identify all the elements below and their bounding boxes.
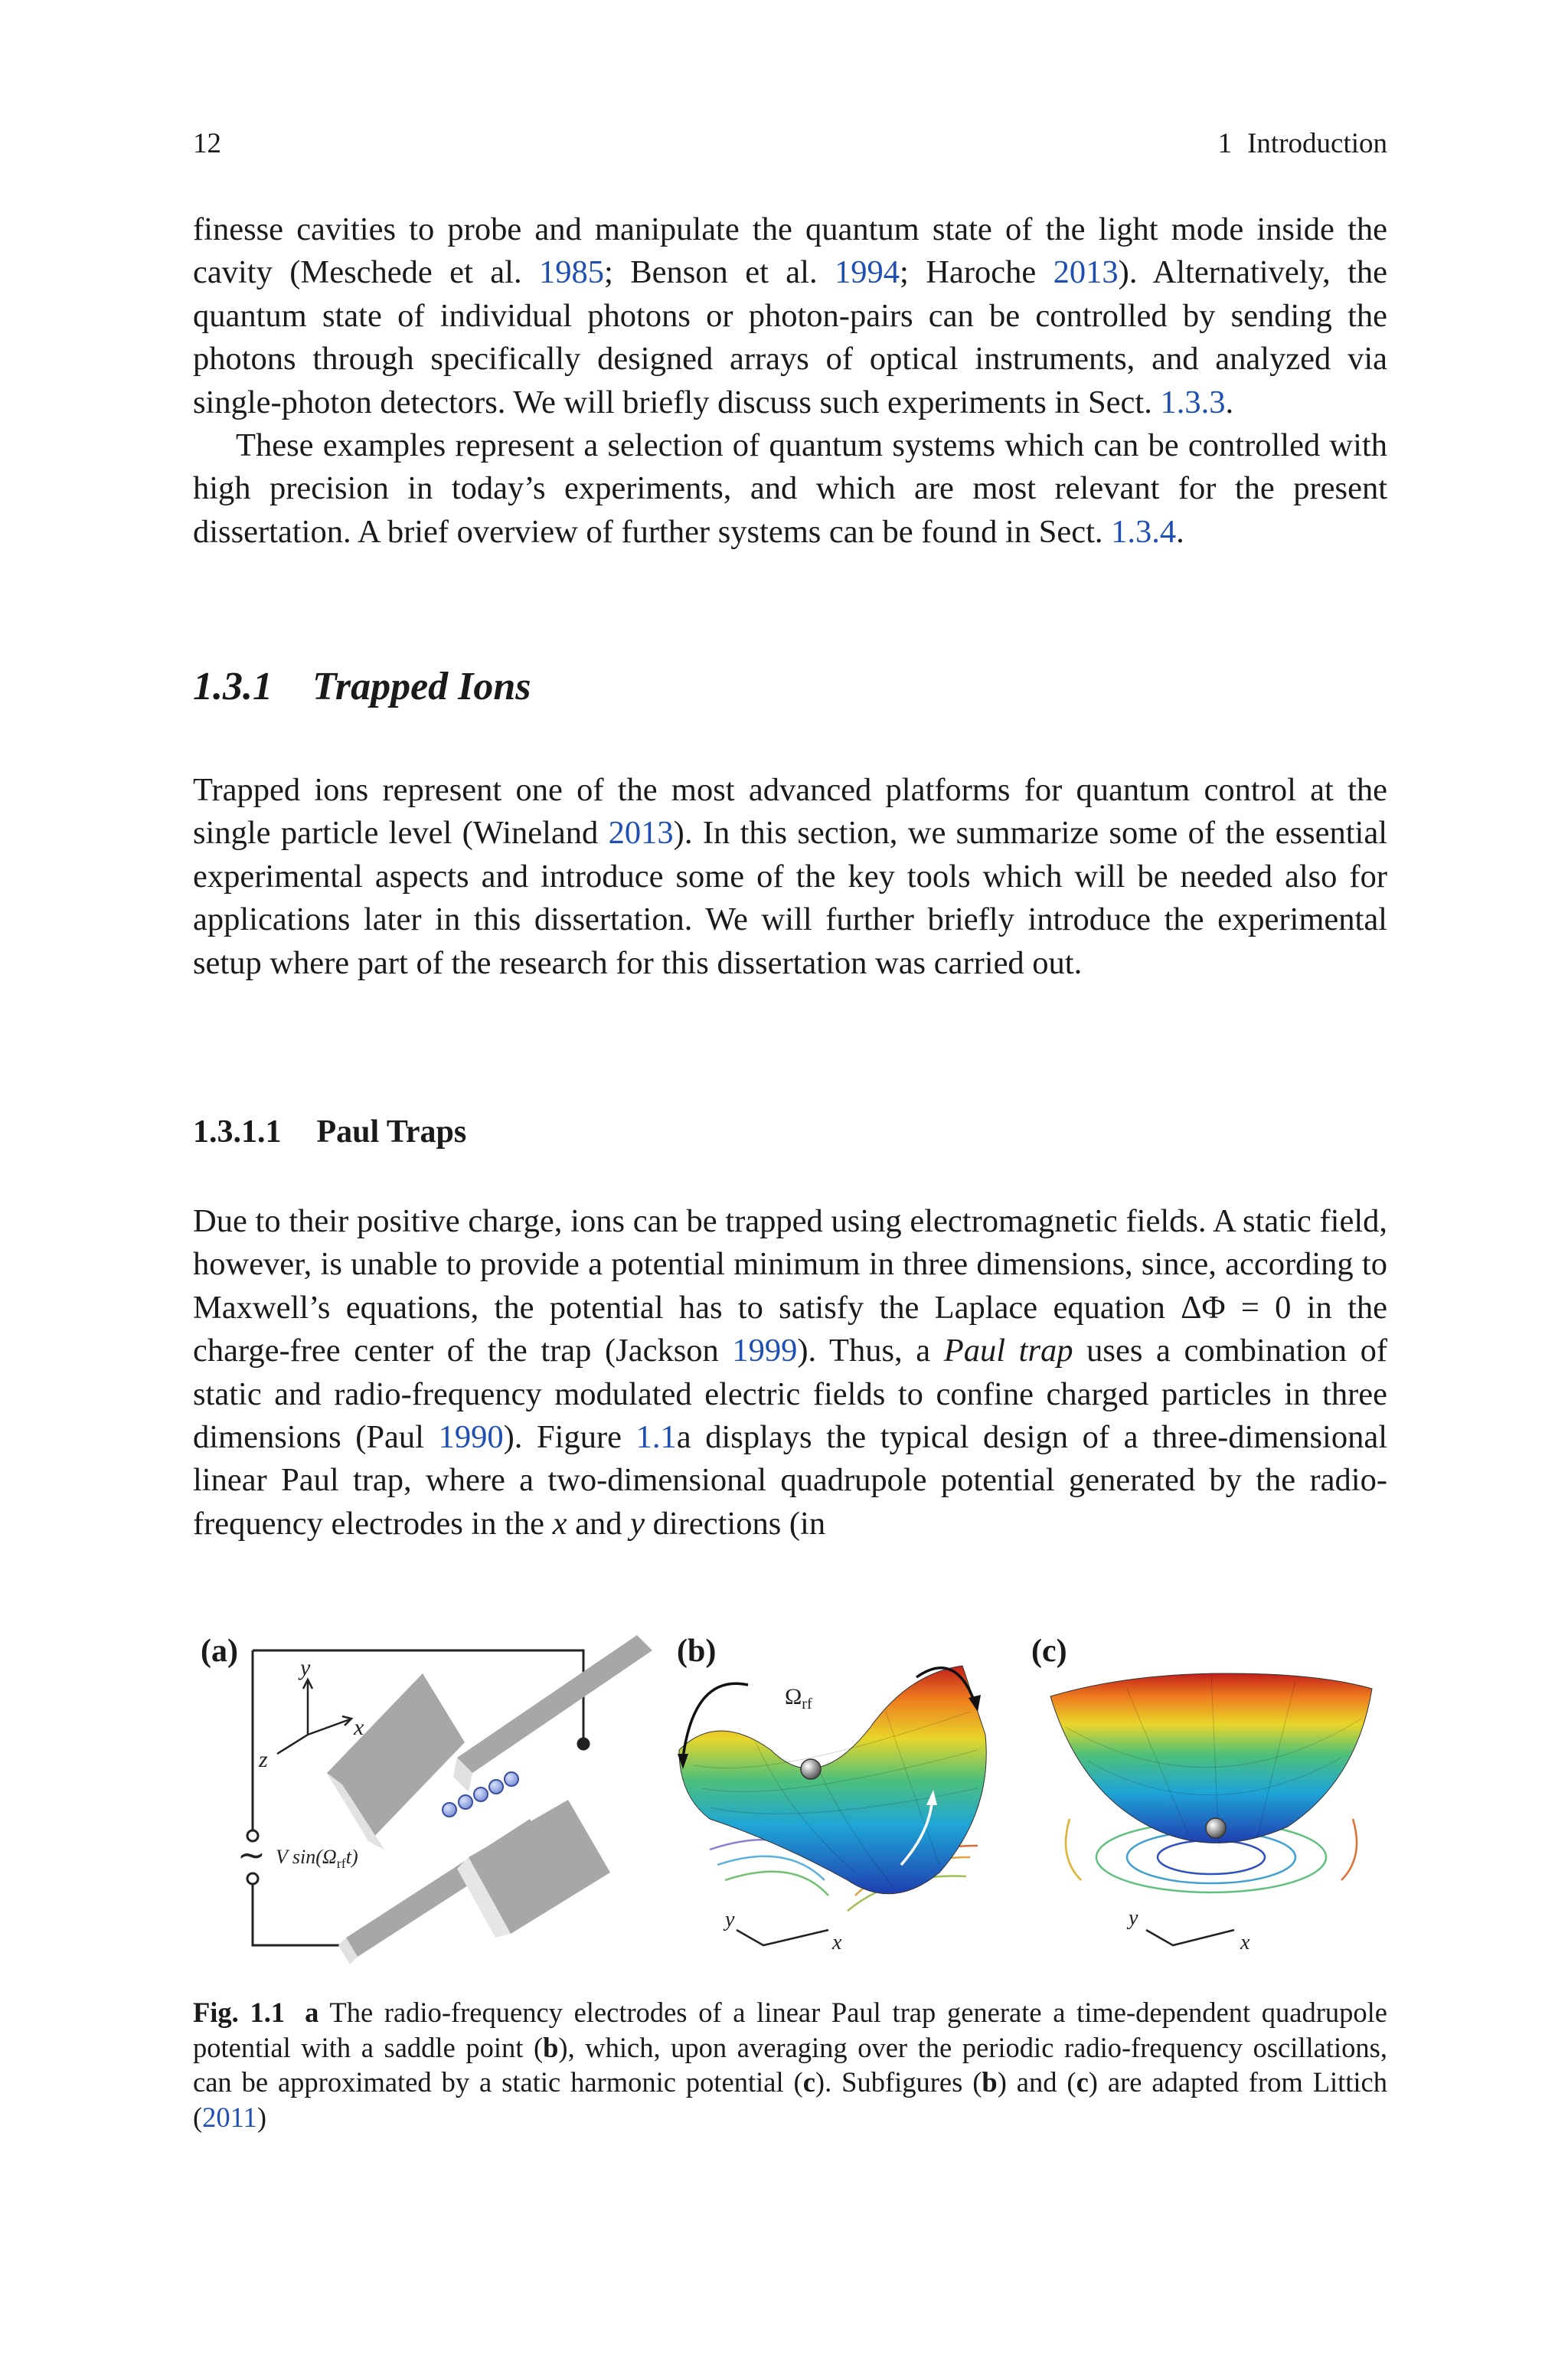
caption-panel-ref: a [305, 1997, 319, 2028]
surface-axes [1146, 1930, 1234, 1945]
section-title: Trapped Ions [312, 665, 531, 708]
text-run: . [1225, 384, 1234, 420]
section-heading [193, 660, 531, 714]
section-text [193, 769, 1387, 985]
text-run: The radio-frequency electrodes of a linear Paul trap generate a time-dependent quadrupole potential with a saddle point ( [193, 1997, 1388, 2063]
subsection-number: 1.3.1.1 [193, 1114, 282, 1150]
intro-text [193, 208, 1387, 554]
citation-link[interactable]: 2011 [202, 2101, 257, 2133]
ion-ball [1206, 1818, 1226, 1838]
caption-panel-ref: b [982, 2066, 998, 2098]
axis-x-label: x [832, 1931, 842, 1954]
text-run: ). Figure [503, 1419, 636, 1456]
text-run: Due to their positive charge, ions can be trapped using electromagnetic fields. A static field, however, is unable to provide a potential minimum in three dimensions, since, according to Maxwell’s equations, the potential has to satisfy the Laplace equation ΔΦ = 0 in the charge-free center of the trap (Jackson [193, 1203, 1387, 1369]
caption-panel-ref: b [543, 2031, 559, 2063]
figure-1-1 [193, 1627, 1387, 1972]
surface-axes [737, 1930, 828, 1945]
panel-b-label: (b) [677, 1634, 717, 1669]
text-run: ) [256, 2101, 266, 2133]
citation-link[interactable]: 1994 [835, 254, 900, 291]
section-link[interactable]: 1.3.4 [1111, 513, 1177, 550]
chapter-number: 1 [1217, 128, 1233, 159]
subsection-title: Paul Traps [316, 1114, 467, 1150]
saddle-surface [679, 1666, 986, 1894]
citation-link[interactable]: 1999 [732, 1333, 798, 1369]
paragraph-2 [193, 424, 1387, 554]
text-run: finesse cavities to probe and manipulate the quantum state of the light mode inside the cavity (Meschede et al. [193, 211, 1387, 291]
axis-y-label: y [300, 1655, 311, 1680]
paragraph-3 [193, 769, 1387, 985]
panel-b-saddle-potential [664, 1627, 1008, 1972]
text-run: uses a combination of static and radio-frequency modulated electric fields to confine charged particles in three dimensions (Paul [193, 1333, 1387, 1456]
electrode-top-left [327, 1673, 465, 1842]
ion-chain [443, 1772, 518, 1817]
electrode-top-right [457, 1635, 652, 1773]
text-run: a displays the typical design of a three-dimensional linear Paul trap, where a two-dimensional quadrupole potential generated by the radio-frequency electrodes in the [193, 1419, 1388, 1542]
axis-x-line [308, 1719, 350, 1735]
chapter-header [1218, 125, 1387, 163]
axis-x-label: x [1240, 1931, 1250, 1954]
subsection-text [193, 1200, 1387, 1546]
text-run: ). Subfigures ( [815, 2066, 982, 2098]
math-variable: x [552, 1505, 567, 1542]
ion [474, 1788, 488, 1801]
chapter-title: Introduction [1247, 128, 1387, 159]
caption-panel-ref: c [802, 2066, 815, 2098]
text-run: ). Thus, a [797, 1333, 944, 1369]
electrode-contact [578, 1739, 589, 1749]
ion [505, 1772, 518, 1786]
emphasis-text: Paul trap [943, 1333, 1073, 1369]
panel-a-label: (a) [201, 1634, 238, 1669]
voltage-label: V $\sin(\Omega_{rf}t)$ [276, 1846, 358, 1871]
text-run: Trapped ions represent one of the most advanced platforms for quantum control at the single particle level (Wineland [193, 772, 1387, 852]
math-variable: y [630, 1505, 645, 1542]
ion-ball [801, 1759, 821, 1779]
terminal-bottom [247, 1873, 258, 1884]
caption-panel-ref: c [1076, 2066, 1089, 2098]
axis-y-label: y [1129, 1906, 1138, 1930]
electrodes [327, 1635, 652, 1964]
axis-x-label: x [354, 1715, 364, 1740]
text-run: ; Benson et al. [604, 254, 835, 291]
omega-label: $\Omega_{rf}$ [785, 1684, 812, 1712]
citation-link[interactable]: 1985 [539, 254, 605, 291]
text-run: ) and ( [997, 2066, 1076, 2098]
ion [459, 1795, 472, 1809]
citation-link[interactable]: 2013 [1053, 254, 1119, 291]
text-run: ), which, upon averaging over the periodic radio-frequency oscillations, can be approximated by a static harmonic potential ( [193, 2031, 1387, 2098]
wire-left-bottom [253, 1884, 346, 1945]
panel-a-trap-diagram [193, 1627, 652, 1972]
text-run: . [1176, 513, 1184, 550]
panel-c-harmonic-potential [1035, 1627, 1387, 1972]
subsection-heading [193, 1110, 466, 1153]
coordinate-axes [277, 1680, 351, 1754]
running-head [193, 125, 1387, 163]
figure-caption [193, 1995, 1387, 2134]
ion [489, 1780, 503, 1794]
ac-source-icon: ∼ [237, 1837, 266, 1874]
section-number: 1.3.1 [193, 665, 273, 708]
page-number: 12 [193, 128, 221, 159]
text-run: These examples represent a selection of quantum systems which can be controlled with high precision in today’s experiments, and which are most relevant for the present dissertation. A brief overview of further systems can be found in Sect. [193, 427, 1387, 550]
bowl-surface [1050, 1673, 1372, 1843]
text-run: and [567, 1505, 631, 1542]
axis-y-label: y [725, 1908, 735, 1932]
text-run: ) are adapted from Littich ( [193, 2066, 1388, 2133]
figure-number: Fig. 1.1 [193, 1997, 286, 2028]
citation-link[interactable]: 2013 [608, 815, 674, 852]
text-run: ; Haroche [900, 254, 1054, 291]
axis-z-line [277, 1735, 308, 1754]
panel-c-label: (c) [1031, 1634, 1067, 1669]
paragraph-4 [193, 1200, 1387, 1546]
text-run: ). In this section, we summarize some of the essential experimental aspects and introduce some of the key tools which will be needed also for applications later in this dissertation. We will further briefly introduce the experimental setup where part of the research for this dissertation was carried out. [193, 815, 1387, 981]
text-run: directions (in [645, 1505, 826, 1542]
text-run: ). Alternatively, the quantum state of individual photons or photon-pairs can be controlled by sending the photons through specifically designed arrays of optical instruments, and analyzed via single-photon detectors. We will briefly discuss such experiments in Sect. [193, 254, 1387, 420]
citation-link[interactable]: 1990 [438, 1419, 504, 1456]
ion [443, 1803, 456, 1817]
figure-link[interactable]: 1.1 [635, 1419, 677, 1456]
section-link[interactable]: 1.3.3 [1160, 384, 1226, 420]
axis-z-label: z [259, 1747, 268, 1772]
paragraph-1 [193, 208, 1387, 424]
